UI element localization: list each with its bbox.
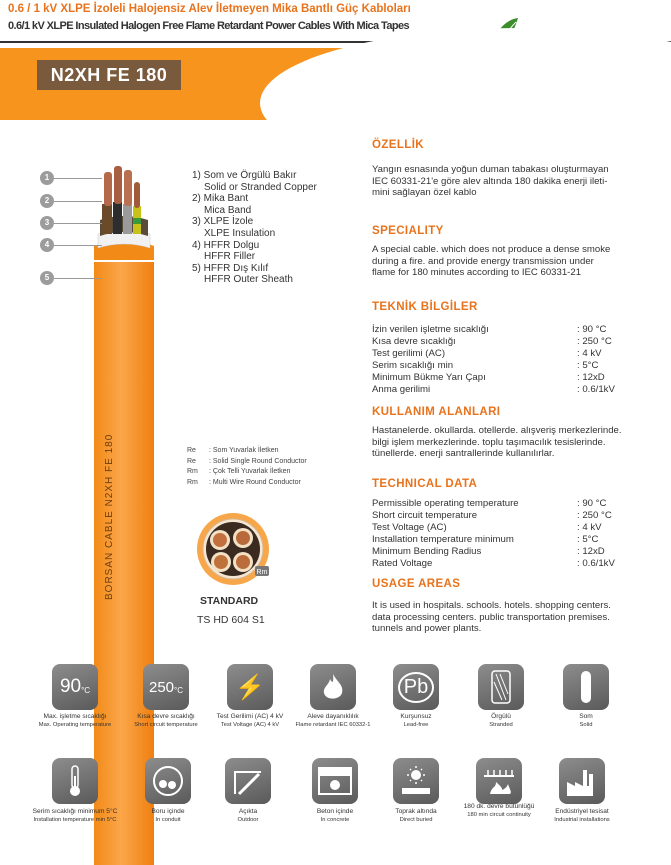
stranded-icon [478,664,524,710]
test-voltage-icon: ⚡ [227,664,273,710]
flame-icon [310,664,356,710]
circuit-continuity-icon [476,758,522,804]
part-1-en: Solid or Stranded Copper [204,181,317,193]
90c-icon: 90 °C [52,664,98,710]
cable-cross-section [193,510,275,588]
part-4-tr: 4) HFFR Dolgu [192,239,260,251]
lead-free-icon: Pb [393,664,439,710]
part-marker-5: 5 [40,271,54,285]
ozellik-text: Yangın esnasında yoğun duman tabakası oluşturmayan IEC 60331-21'e göre alev altında 180 dakika enerji ileti- mini sağlayan özel kablo [372,164,609,199]
conductor-legend: Re : Som Yuvarlak İletken Re : Solid Single Round Conductor Rm : Çok Telli Yuvarlak İletken Rm : Multi Wire Round Conductor [187,447,307,486]
parts-list [192,170,317,286]
part-5-en: HFFR Outer Sheath [204,274,293,286]
part-marker-3: 3 [40,216,54,230]
standard-title: STANDARD [200,595,259,607]
outdoor-icon [225,758,271,804]
part-1-tr: 1) Som ve Örgülü Bakır [192,170,297,181]
technical-table: Permissible operating temperature : 90 °C Short circuit temperature : 250 °C Test Voltage (AC) : 4 kV Installation temperature minimum : 5°C Minimum Bending Radius : 12xD Rated Voltage : 0.6/1kV [372,498,615,569]
part-4-en: HFFR Filler [204,251,256,263]
part-3-en: XLPE Insulation [204,227,276,239]
product-code: N2XH FE 180 [37,60,181,90]
usage-title: USAGE AREAS [372,578,461,590]
part-3-tr: 3) XLPE İzole [192,216,254,228]
cross-section-label: Rm [256,569,268,576]
header-title-tr: 0.6 / 1 kV XLPE İzoleli Halojensiz Alev İletmeyen Mika Bantlı Güç Kabloları [8,3,411,15]
teknik-title: TEKNİK BİLGİLER [372,301,478,313]
kullanim-text: Hastanelerde. okullarda. otellerde. alışveriş merkezlerinde. bilgi işlem merkezlerinde. toplu taşımacılık tesislerinde. tünellerde. enerji santrallerinde kullanılırlar. [372,425,622,460]
conduit-icon [145,758,191,804]
speciality-text: A special cable. which does not produce a dense smoke during a fire. and provide energy transmission under flame for 180 minutes according to IEC 60331-21 [372,244,611,279]
solid-icon [563,664,609,710]
part-5-tr: 5) HFFR Dış Kılıf [192,262,269,274]
cable-print: BORSAN CABLE N2XH FE 180 [104,433,115,600]
part-marker-2: 2 [40,194,54,208]
250c-icon: 250 °C [143,664,189,710]
kullanim-title: KULLANIM ALANLARI [372,406,501,418]
technical-title: TECHNICAL DATA [372,478,478,490]
ozellik-title: ÖZELLİK [372,139,424,151]
direct-buried-icon [393,758,439,804]
concrete-icon [312,758,358,804]
part-marker-4: 4 [40,238,54,252]
part-2-en: Mica Band [204,204,252,216]
teknik-table: İzin verilen işletme sıcaklığı : 90 °C Kısa devre sıcaklığı : 250 °C Test gerilimi (AC) : 4 kV Serim sıcaklığı min : 5°C Minimum Bükme Yarı Çapı : 12xD Anma gerilimi : 0.6/1kV [372,324,615,395]
speciality-title: SPECIALITY [372,225,444,237]
part-2-tr: 2) Mika Bant [192,193,249,205]
standard-value: TS HD 604 S1 [197,614,265,626]
industrial-icon [559,758,605,804]
thermometer-icon [52,758,98,804]
part-marker-1: 1 [40,171,54,185]
usage-text: It is used in hospitals. schools. hotels. shopping centers. data processing centers. public transportation premises. tunnels and power plants. [372,600,611,635]
header-title-en: 0.6/1 kV XLPE Insulated Halogen Free Flame Retardant Power Cables With Mica Tapes [8,20,410,32]
